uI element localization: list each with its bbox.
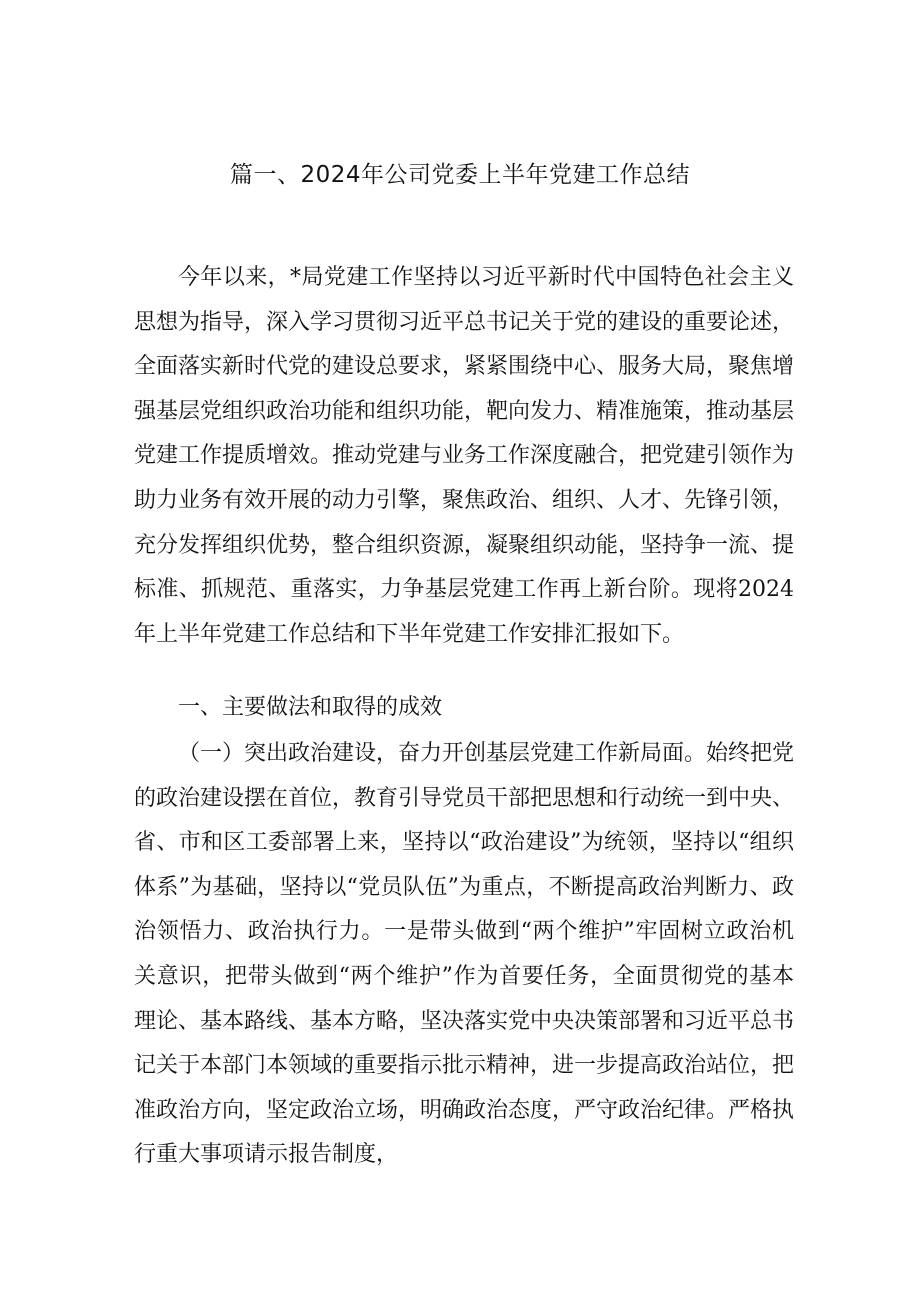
section-paragraph: （一）突出政治建设，奋力开创基层党建工作新局面。始终把党的政治建设摆在首位，教育引导党员干部把思想和行动统一到中央、省、市和区工委部署上来，坚持以“政治建设”为统领，坚持以“组织体系”为基础，坚持以“党员队伍”为重点，不断提高政治判断力、政治领悟力、政治执行力。一是带头做到“两个维护”牢固树立政治机关意识，把带头做到“两个维护”作为首要任务，全面贯彻党的基本理论、基本路线、基本方略，坚决落实党中央决策部署和习近平总书记关于本部门本领域的重要指示批示精神，进一步提高政治站位，把准政治方向，坚定政治立场，明确政治态度，严守政治纪律。严格执行重大事项请示报告制度， (134, 741, 795, 1168)
section-heading: 一、主要做法和取得的成效 (178, 695, 443, 720)
intro-paragraph: 今年以来，*局党建工作坚持以习近平新时代中国特色社会主义思想为指导，深入学习贯彻习近平总书记关于党的建设的重要论述，全面落实新时代党的建设总要求，紧紧围绕中心、服务大局，聚焦增强基层党组织政治功能和组织功能，靶向发力、精准施策，推动基层党建工作提质增效。推动党建与业务工作深度融合，把党建引领作为助力业务有效开展的动力引擎，聚焦政治、组织、人才、先锋引领，充分发挥组织优势，整合组织资源，凝聚组织动能，坚持争一流、提标准、抓规范、重落实，力争基层党建工作再上新台阶。现将2024年上半年党建工作总结和下半年党建工作安排汇报如下。 (134, 265, 795, 647)
document-title: 篇一、2024年公司党委上半年党建工作总结 (229, 162, 691, 188)
